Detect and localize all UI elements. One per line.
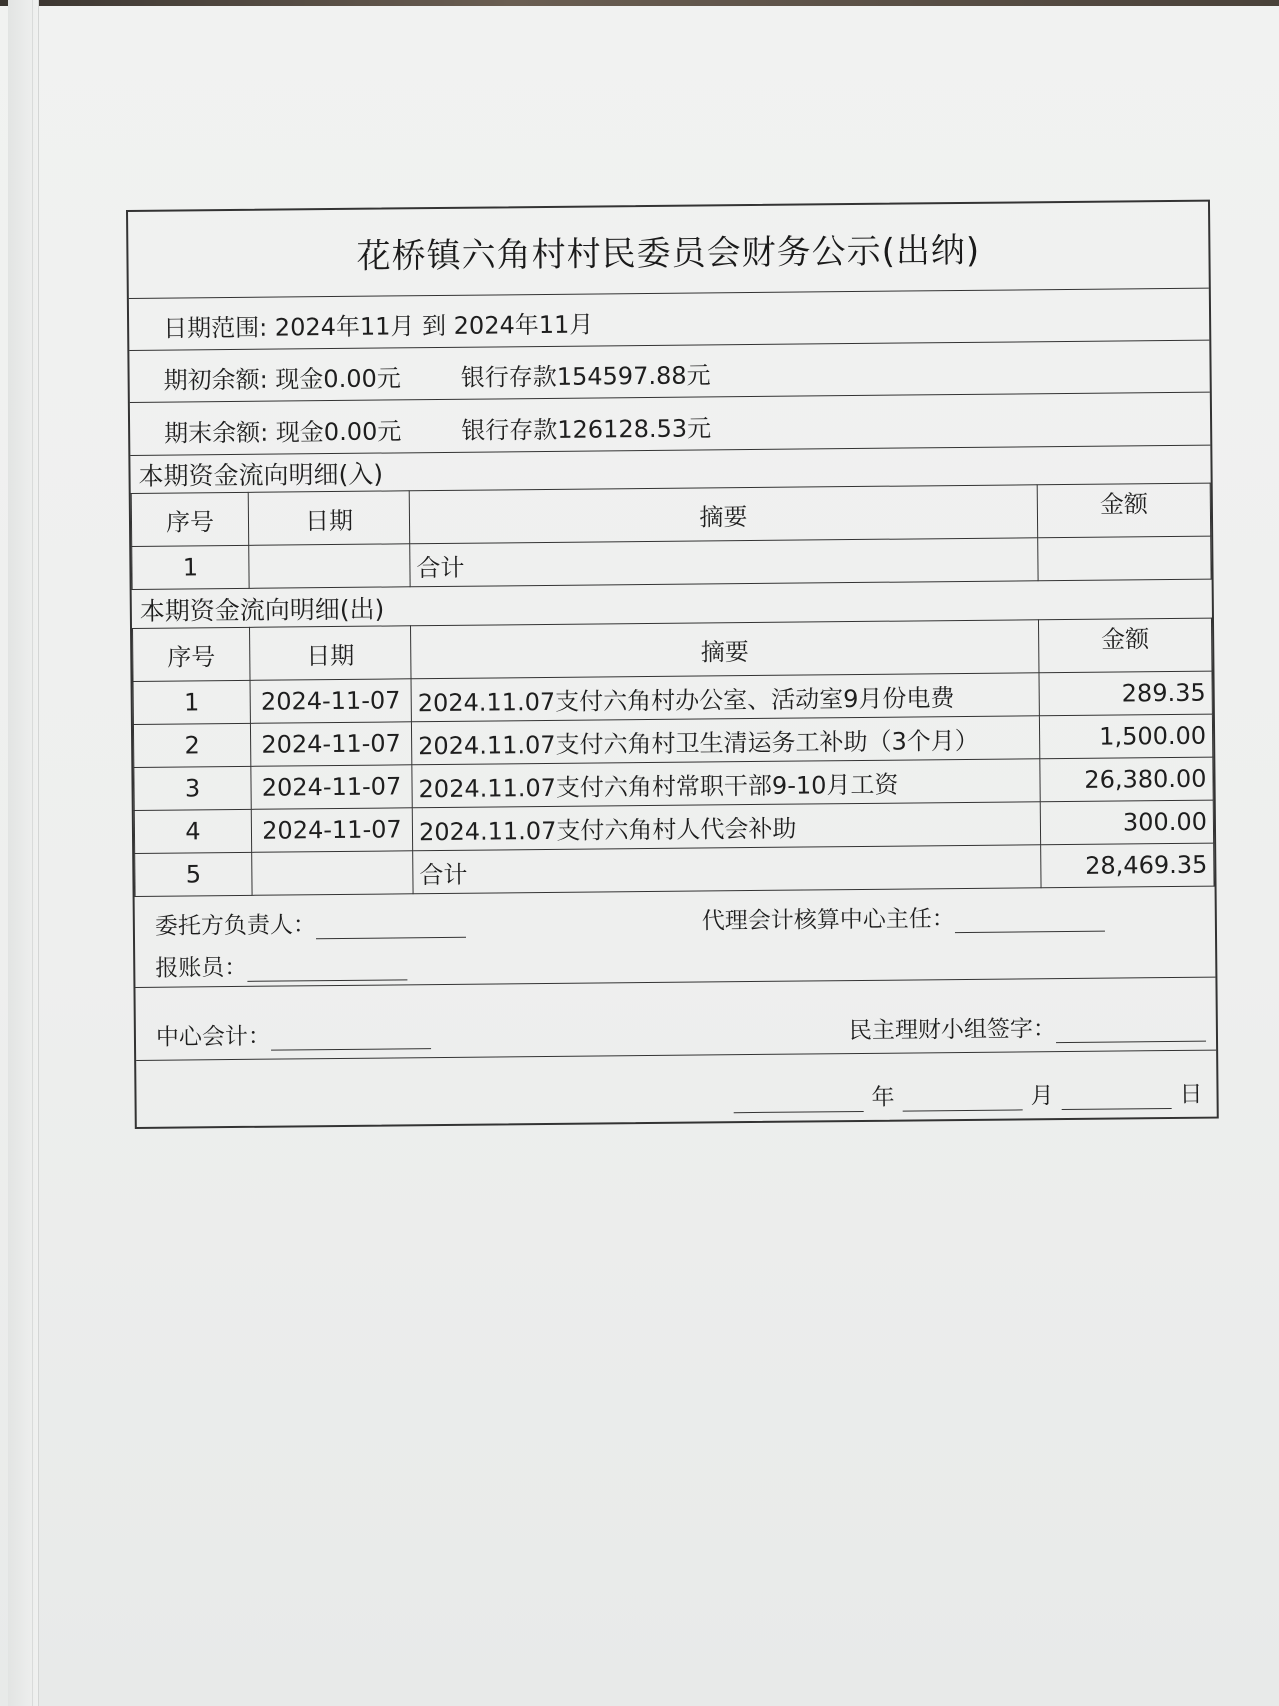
finance-group-signature: 民主理财小组签字：	[849, 1009, 1206, 1045]
background-edge	[0, 0, 1279, 6]
cell-amount: 26,380.00	[1040, 757, 1213, 802]
form-title: 花桥镇六角村村民委员会财务公示(出纳)	[128, 202, 1209, 299]
opening-bank: 银行存款154597.88元	[460, 361, 711, 392]
bookkeeper-signature: 报账员：	[155, 947, 407, 982]
center-accountant-signature: 中心会计：	[156, 1016, 431, 1052]
income-section-label: 本期资金流向明细(入)	[130, 445, 1210, 493]
cell-desc: 合计	[413, 845, 1041, 894]
cell-seq: 4	[134, 809, 251, 853]
cell-seq: 2	[133, 723, 250, 767]
sign-date-line	[729, 1076, 1206, 1114]
header-seq: 序号	[133, 627, 251, 681]
header-desc: 摘要	[411, 620, 1039, 679]
header-date: 日期	[250, 626, 412, 681]
cell-desc: 2024.11.07支付六角村办公室、活动室9月份电费	[411, 673, 1039, 722]
cell-amount	[1038, 536, 1211, 581]
cell-date: 2024-11-07	[251, 765, 412, 810]
cell-amount: 28,469.35	[1041, 843, 1214, 888]
signature-area	[135, 887, 1217, 1127]
paper-stack-edge-inner	[22, 0, 33, 1706]
closing-cash: 期末余额: 现金0.00元	[164, 417, 402, 448]
cell-desc: 2024.11.07支付六角村常职干部9-10月工资	[412, 759, 1040, 808]
month-label: 月	[1030, 1083, 1054, 1110]
cell-date: 2024-11-07	[251, 808, 412, 853]
cell-seq: 3	[134, 766, 251, 810]
header-desc: 摘要	[409, 485, 1037, 544]
center-director-signature: 代理会计核算中心主任：	[702, 899, 1105, 936]
cell-seq: 1	[133, 680, 250, 724]
year-label: 年	[871, 1084, 895, 1111]
cell-date: 2024-11-07	[250, 722, 411, 767]
cell-seq: 1	[132, 545, 249, 589]
cell-date	[252, 851, 413, 896]
expense-section-label: 本期资金流向明细(出)	[139, 594, 385, 626]
cell-desc: 合计	[410, 538, 1038, 587]
finance-disclosure-form	[126, 200, 1219, 1129]
client-head-signature: 委托方负责人：	[155, 905, 466, 941]
date-range-text: 日期范围: 2024年11月 到 2024年11月	[163, 310, 594, 343]
cell-seq: 5	[135, 852, 252, 896]
header-amount: 金额	[1038, 618, 1212, 673]
cell-desc: 2024.11.07支付六角村卫生清运务工补助（3个月）	[411, 716, 1039, 765]
day-label: 日	[1179, 1081, 1203, 1108]
header-date: 日期	[248, 491, 410, 546]
income-table	[131, 483, 1212, 590]
cell-date	[249, 544, 410, 589]
cell-amount: 289.35	[1039, 671, 1212, 716]
header-seq: 序号	[131, 492, 249, 546]
closing-bank: 银行存款126128.53元	[461, 414, 712, 445]
header-amount: 金额	[1037, 483, 1211, 538]
cell-amount: 1,500.00	[1039, 714, 1212, 759]
opening-cash: 期初余额: 现金0.00元	[163, 364, 401, 395]
cell-amount: 300.00	[1040, 800, 1213, 845]
cell-desc: 2024.11.07支付六角村人代会补助	[412, 802, 1040, 851]
cell-date: 2024-11-07	[250, 679, 411, 724]
expense-table	[132, 618, 1215, 897]
